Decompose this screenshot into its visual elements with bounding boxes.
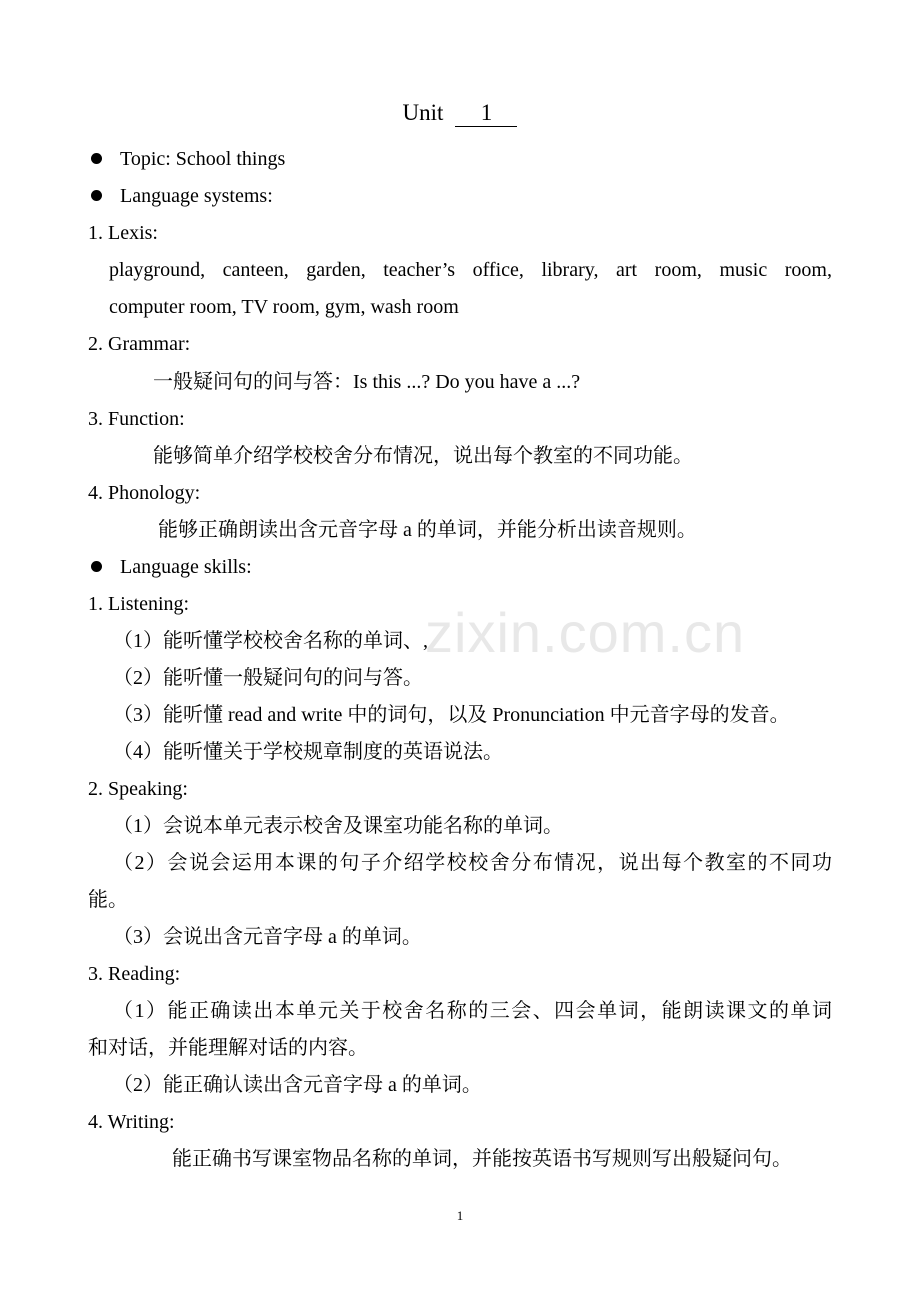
bullet-icon xyxy=(91,561,102,572)
function-text: 能够简单介绍学校校舍分布情况，说出每个教室的不同功能。 xyxy=(153,445,693,467)
phonology-heading: 4. Phonology: xyxy=(88,482,201,504)
page-number: 1 xyxy=(456,1208,464,1223)
writing-text: 能正确书写课室物品名称的单词，并能按英语书写规则写出般疑问句。 xyxy=(172,1148,792,1170)
unit-number: 1 xyxy=(455,100,517,127)
phonology-text: 能够正确朗读出含元音字母 a 的单词，并能分析出读音规则。 xyxy=(158,519,697,541)
unit-title-label: Unit xyxy=(402,100,444,125)
listening-item: （2）能听懂一般疑问句的问与答。 xyxy=(113,667,423,689)
bullet-icon xyxy=(91,153,102,164)
speaking-item: （1）会说本单元表示校舍及课室功能名称的单词。 xyxy=(113,815,563,837)
unit-title xyxy=(0,100,920,127)
speaking-item: （3）会说出含元音字母 a 的单词。 xyxy=(113,926,422,948)
lexis-words-line1: playground, canteen, garden, teacher’s office, library, art room, music room, xyxy=(109,259,832,281)
grammar-heading: 2. Grammar: xyxy=(88,333,191,355)
bullet-icon xyxy=(91,190,102,201)
language-systems-heading: Language systems: xyxy=(120,185,273,207)
speaking-heading: 2. Speaking: xyxy=(88,778,188,800)
function-heading: 3. Function: xyxy=(88,408,185,430)
reading-item: （1）能正确读出本单元关于校舍名称的三会、四会单词，能朗读课文的单词 xyxy=(113,1000,832,1022)
listening-item: （3）能听懂 read and write 中的词句，以及 Pronunciation 中元音字母的发音。 xyxy=(113,704,790,726)
language-skills-heading: Language skills: xyxy=(120,556,252,578)
topic-line: Topic: School things xyxy=(120,148,286,170)
speaking-item-continued: 能。 xyxy=(88,889,128,911)
listening-item: （4）能听懂关于学校规章制度的英语说法。 xyxy=(113,741,503,763)
reading-item-continued: 和对话，并能理解对话的内容。 xyxy=(88,1037,368,1059)
listening-heading: 1. Listening: xyxy=(88,593,190,615)
watermark: zixin.com.cn xyxy=(425,601,746,664)
reading-item: （2）能正确认读出含元音字母 a 的单词。 xyxy=(113,1074,482,1096)
lexis-words-line2: computer room, TV room, gym, wash room xyxy=(109,296,459,318)
writing-heading: 4. Writing: xyxy=(88,1111,175,1133)
listening-item: （1）能听懂学校校舍名称的单词、, xyxy=(113,630,428,652)
grammar-text: 一般疑问句的问与答：Is this ...? Do you have a ...? xyxy=(153,371,581,393)
speaking-item: （2）会说会运用本课的句子介绍学校校舍分布情况，说出每个教室的不同功 xyxy=(113,852,832,874)
reading-heading: 3. Reading: xyxy=(88,963,181,985)
lexis-heading: 1. Lexis: xyxy=(88,222,158,244)
